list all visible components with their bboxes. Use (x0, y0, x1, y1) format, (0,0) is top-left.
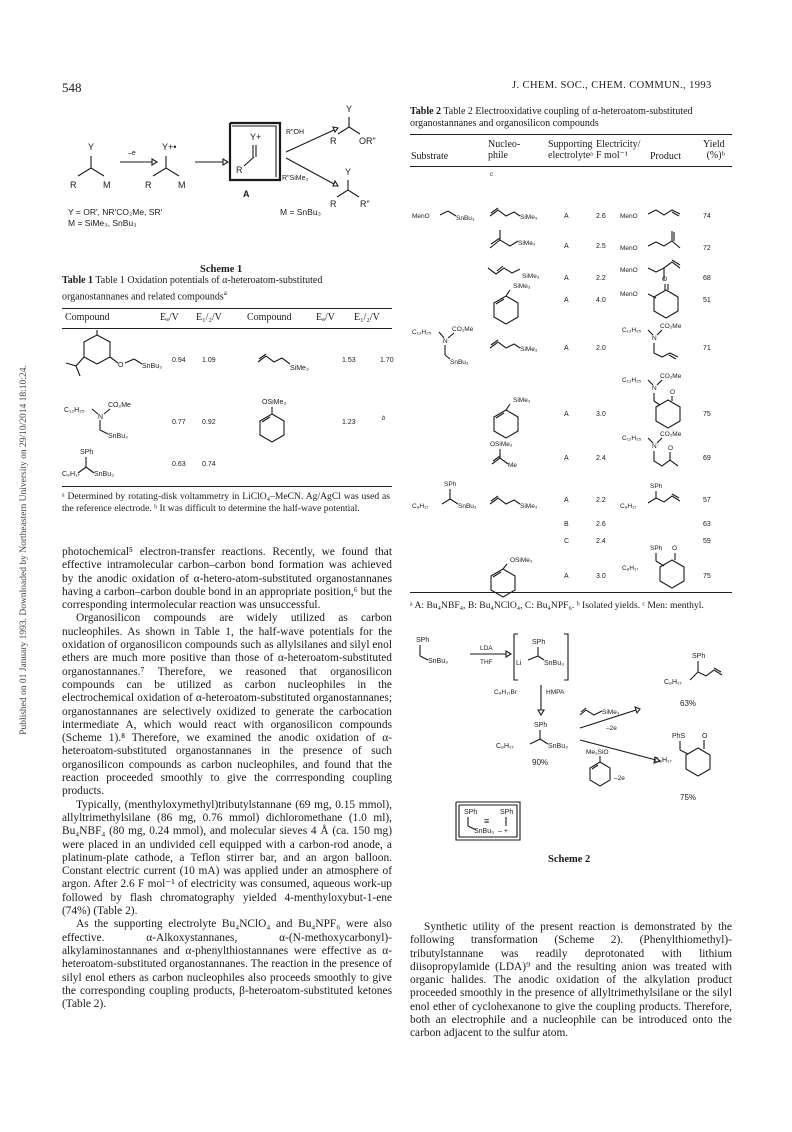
journal-header: J. CHEM. SOC., CHEM. COMMUN., 1993 (512, 80, 712, 91)
table2-caption: Table 2 Table 2 Electrooxidative coupling of α-heteroatom-substituted organostannanes and organosilicon compounds (410, 106, 693, 129)
svg-text:N: N (652, 335, 657, 342)
svg-text:R: R (145, 180, 152, 190)
svg-text:c: c (490, 172, 493, 178)
svg-text:C₈H₁₇: C₈H₁₇ (620, 503, 637, 510)
svg-text:A: A (564, 411, 569, 418)
svg-text:O: O (672, 545, 678, 552)
svg-text:M: M (103, 180, 111, 190)
svg-text:SPh: SPh (500, 809, 514, 816)
svg-text:MenO: MenO (620, 213, 638, 220)
svg-text:O: O (668, 445, 674, 452)
svg-text:2.0: 2.0 (596, 345, 606, 352)
svg-text:2.5: 2.5 (596, 243, 606, 250)
table2-body (410, 168, 735, 593)
svg-text:CO₂Me: CO₂Me (660, 323, 682, 330)
svg-text:74: 74 (703, 213, 711, 220)
svg-text:A: A (564, 345, 569, 352)
svg-text:SnBu₃: SnBu₃ (450, 359, 469, 366)
svg-text:N: N (652, 443, 657, 450)
t1-h-ea2: Eₐ/V (316, 312, 335, 323)
svg-text:CO₂Me: CO₂Me (108, 402, 131, 409)
svg-text:–2e: –2e (614, 775, 625, 782)
svg-text:R: R (330, 199, 337, 209)
svg-text:R: R (236, 165, 243, 175)
table1-caption: Table 1 Table 1 Oxidation potentials of α-heteroatom-substituted organostannanes and related compounds$^a$ (62, 275, 323, 303)
svg-text:C₈H₁₇: C₈H₁₇ (62, 471, 80, 478)
svg-text:A: A (243, 189, 250, 199)
svg-text:Y = OR', NR'CO₂Me, SR': Y = OR', NR'CO₂Me, SR' (68, 207, 163, 217)
svg-text:–e: –e (128, 150, 136, 157)
svg-text:MenO: MenO (412, 213, 430, 220)
svg-text:C₈H₁₇: C₈H₁₇ (496, 743, 514, 750)
scheme-1-label: Scheme 1 (200, 264, 243, 275)
svg-text:M = SnBu₃: M = SnBu₃ (280, 207, 322, 217)
svg-text:O: O (670, 389, 676, 396)
svg-text:SPh: SPh (650, 483, 663, 490)
svg-text:A: A (564, 243, 569, 250)
svg-text:A: A (564, 297, 569, 304)
svg-text:90%: 90% (532, 758, 549, 767)
svg-text:≡: ≡ (484, 816, 490, 826)
svg-text:SiMe₃: SiMe₃ (520, 214, 538, 221)
svg-text:O: O (662, 276, 668, 283)
svg-text:63%: 63% (680, 699, 697, 708)
svg-text:0.63: 0.63 (172, 461, 186, 468)
scheme-2 (410, 630, 732, 900)
svg-text:Li: Li (516, 660, 522, 667)
svg-text:SnBu₃: SnBu₃ (474, 828, 494, 835)
svg-text:MenO: MenO (620, 245, 638, 252)
svg-text:C₁₂H₂₅: C₁₂H₂₅ (622, 327, 642, 334)
svg-text:O: O (118, 362, 124, 369)
svg-text:SPh: SPh (416, 637, 430, 644)
svg-text:LDA: LDA (480, 645, 493, 652)
svg-text:SnBu₃: SnBu₃ (94, 471, 114, 478)
svg-text:C: C (564, 538, 570, 545)
scheme-2-label: Scheme 2 (548, 854, 591, 865)
svg-text:75%: 75% (680, 793, 697, 802)
t1-h-compound2: Compound (247, 312, 292, 323)
svg-text:Y+•: Y+• (162, 142, 177, 152)
svg-text:SPh: SPh (80, 449, 94, 456)
svg-text:A: A (564, 213, 569, 220)
svg-text:2.2: 2.2 (596, 497, 606, 504)
svg-text:3.0: 3.0 (596, 573, 606, 580)
svg-text:SnBu₃: SnBu₃ (428, 658, 448, 665)
svg-text:68: 68 (703, 275, 711, 282)
t2-h-product: Product (650, 151, 682, 162)
t1-h-compound: Compound (65, 312, 110, 323)
svg-text:SiMe₃: SiMe₃ (513, 397, 531, 404)
svg-text:SPh: SPh (464, 809, 478, 816)
svg-text:2.4: 2.4 (596, 455, 606, 462)
svg-text:MenO: MenO (620, 291, 638, 298)
svg-text:M = SiMe₃, SnBu₃: M = SiMe₃, SnBu₃ (68, 218, 137, 228)
s1-y1: Y (88, 142, 95, 152)
svg-text:R: R (70, 180, 77, 190)
svg-text:C₈H₁₇: C₈H₁₇ (622, 565, 639, 572)
t2-h-electrolyte: Supporting electrolyteᵃ (548, 139, 593, 161)
t2-h-substrate: Substrate (411, 151, 449, 162)
svg-text:3.0: 3.0 (596, 411, 606, 418)
svg-text:CO₂Me: CO₂Me (660, 373, 682, 380)
svg-text:SPh: SPh (532, 639, 546, 646)
svg-text:C₁₂H₂₅: C₁₂H₂₅ (64, 407, 85, 414)
svg-text:N: N (652, 385, 657, 392)
download-notice: Published on 01 January 1993. Downloaded by Northeastern University on 29/10/2014 18:10:24. (19, 365, 29, 735)
svg-text:CO₂Me: CO₂Me (660, 431, 682, 438)
para-3: Typically, (menthyloxymethyl)tributylstannane (69 mg, 0.15 mmol), allyltrimethylsilane (86 mg, 0.76 mmol) dichloromethane (1.0 ml), Bu₄NBF₄ (80 mg, 0.24 mmol), and molecular sieves 4 Å (ca. 150 mg) were placed in an undivided cell equipped with a carbon-rod anode, a platinum-plate cathode, a Teflon stirrer bar, and an argon balloon. Constant electric current (10 mA) was applied under an atmosphere of argon. After 2.6 F mol⁻¹ of electricity was consumed, aqueous work-up followed by flash chromatography yielded 4-menthyloxybut-1-ene (74%) (Table 2). (62, 798, 392, 918)
svg-text:Y+: Y+ (250, 132, 262, 142)
svg-text:C₁₂H₂₅: C₁₂H₂₅ (622, 435, 642, 442)
svg-text:SPh: SPh (692, 653, 706, 660)
svg-text:2.4: 2.4 (596, 538, 606, 545)
svg-text:2.6: 2.6 (596, 213, 606, 220)
svg-text:SiMe₃: SiMe₃ (513, 283, 531, 290)
svg-text:M: M (178, 180, 186, 190)
svg-text:0.74: 0.74 (202, 461, 216, 468)
svg-text:Y: Y (346, 104, 353, 114)
svg-text:A: A (564, 573, 569, 580)
svg-text:A: A (564, 455, 569, 462)
svg-text:SnBu₃: SnBu₃ (142, 363, 162, 370)
svg-text:51: 51 (703, 297, 711, 304)
svg-text:SnBu₃: SnBu₃ (458, 503, 477, 510)
para-1: photochemical⁵ electron-transfer reactions. Recently, we found that effective intramolecular carbon–carbon bond formation was achieved by the anodic oxidation of α-hetero-atom-substituted organostannanes having a carbon–carbon double bond in an appropriate position,⁶ but the corresponding intermolecular reaction was unsuccessful. (62, 546, 392, 612)
svg-text:SiMe₃: SiMe₃ (520, 346, 538, 353)
svg-text:1.70: 1.70 (380, 357, 394, 364)
svg-text:PhS: PhS (672, 733, 686, 740)
svg-text:SiMe₃: SiMe₃ (522, 273, 540, 280)
svg-text:R"SiMe₃: R"SiMe₃ (282, 175, 309, 182)
svg-text:SiMe₃: SiMe₃ (518, 240, 536, 247)
svg-text:0.94: 0.94 (172, 357, 186, 364)
svg-text:2.6: 2.6 (596, 521, 606, 528)
table1-structures (62, 330, 392, 490)
svg-text:0.77: 0.77 (172, 419, 186, 426)
svg-text:– +: – + (498, 828, 508, 835)
para-2: Organosilicon compounds are widely utilized as carbon nucleophiles. As shown in Table 1, the half-wave potentials for the oxidation of organosilicon compounds such as allylsilanes and silyl enol ethers are much more positive than those of α-heteroatom-substituted organostannanes.⁷ Therefore, we reasoned that organosilicon compounds can be utilized as carbon nucleophiles in the electrochemical oxidation of α-heteroatom-substituted organostannanes; organostannanes are selectively oxidized to generate the carbocation intermediate A, which would react with organosilicon compounds (Scheme 1).⁸ Therefore, we examined the anodic oxidation of α-heteroatom-substituted organostannanes in the presence of such organosilicon compounds as carbon nucleophiles, and found that the reaction proceeded smoothly to give the corrresponding coupling products. (62, 612, 392, 798)
svg-text:C₈H₁₇: C₈H₁₇ (664, 679, 682, 686)
svg-text:R: R (330, 136, 337, 146)
svg-text:N: N (98, 414, 104, 421)
svg-text:0.92: 0.92 (202, 419, 216, 426)
svg-text:71: 71 (703, 345, 711, 352)
svg-text:69: 69 (703, 455, 711, 462)
t2-h-nucleophile: Nucleo- phile (488, 139, 521, 161)
svg-text:SiMe₃: SiMe₃ (290, 365, 309, 372)
svg-text:B: B (564, 521, 569, 528)
t2-h-electricity: Electricity/ F mol⁻¹ (596, 139, 641, 161)
svg-text:C₈H₁₇: C₈H₁₇ (654, 757, 672, 764)
svg-text:SiMe₃: SiMe₃ (520, 503, 538, 510)
svg-text:C₁₂H₂₅: C₁₂H₂₅ (412, 329, 432, 336)
table1-footnote: ᵃ Determined by rotating-disk voltammetry in LiClO₄–MeCN. Ag/AgCl was used as the reference electrode. ᵇ It was difficult to determine the half-wave potential. (62, 491, 390, 514)
svg-text:–2e: –2e (606, 725, 617, 732)
svg-text:SPh: SPh (534, 722, 548, 729)
svg-text:C₈H₁₇: C₈H₁₇ (412, 503, 429, 510)
svg-text:THF: THF (480, 659, 493, 666)
svg-text:R": R" (360, 199, 370, 209)
svg-text:1.09: 1.09 (202, 357, 216, 364)
svg-text:SPh: SPh (444, 481, 457, 488)
t1-h-ea: Eₐ/V (160, 312, 179, 323)
svg-text:SnBu₃: SnBu₃ (544, 660, 564, 667)
svg-text:CO₂Me: CO₂Me (452, 326, 474, 333)
svg-text:MenO: MenO (620, 267, 638, 274)
svg-text:HMPA: HMPA (546, 689, 565, 696)
svg-text:SnBu₃: SnBu₃ (108, 433, 128, 440)
svg-text:2.2: 2.2 (596, 275, 606, 282)
t1-h-e122: E₁/₂/V (354, 312, 380, 323)
svg-text:1.23: 1.23 (342, 419, 356, 426)
svg-text:C₁₂H₂₅: C₁₂H₂₅ (622, 377, 642, 384)
svg-text:OSiMe₃: OSiMe₃ (490, 441, 513, 448)
svg-text:R"OH: R"OH (286, 129, 305, 136)
svg-text:OSiMe₃: OSiMe₃ (262, 399, 287, 406)
svg-text:OR": OR" (359, 136, 376, 146)
svg-text:SnBu₃: SnBu₃ (548, 743, 568, 750)
svg-text:SnBu₃: SnBu₃ (456, 215, 475, 222)
scheme-1 (60, 100, 390, 290)
svg-text:72: 72 (703, 245, 711, 252)
t1-h-e12: E₁/₂/V (196, 312, 222, 323)
svg-text:b: b (382, 416, 386, 422)
svg-text:C₈H₁₇Br: C₈H₁₇Br (494, 689, 518, 696)
table2-footnote: ᵃ A: Bu₄NBF₄, B: Bu₄NClO₄, C: Bu₄NPF₆. ᵇ Isolated yields. ᶜ Men: menthyl. (410, 600, 704, 611)
right-body: Synthetic utility of the present reaction is demonstrated by the following transformation (Scheme 2). (Phenylthiomethyl)-tributylstannane was readily deprotonated with lithium diisopropylamide (LDA)⁹ and the resulting anion was treated with organic halides. The anodic oxidation of the alkylation product proceeded smoothly in the presence of allyltrimethylsilane or the silyl enol ether of cyclohexanone to give the coupling products. Therefore, both an electrophile and a nucleophile can be introduced onto the carbon adjacent to the sulfur atom. (410, 921, 732, 1040)
svg-text:Me₃SiO: Me₃SiO (586, 749, 609, 756)
svg-text:Me: Me (508, 462, 518, 469)
svg-text:A: A (564, 275, 569, 282)
svg-text:59: 59 (703, 538, 711, 545)
svg-text:63: 63 (703, 521, 711, 528)
svg-text:1.53: 1.53 (342, 357, 356, 364)
t2-h-yield: Yield (%)ᵇ (703, 139, 725, 161)
svg-text:SiMe₃: SiMe₃ (602, 709, 620, 716)
page-number: 548 (62, 80, 82, 95)
svg-text:O: O (702, 733, 708, 740)
para-4: As the supporting electrolyte Bu₄NClO₄ and Bu₄NPF₆ were also effective. α-Alkoxystannanes, α-(N-methoxycarbonyl)-alkylaminostannanes and α-phenylthiostannanes were effective as α-heteroatom-substituted organostannanes. The reaction in the presence of silyl enol ethers as carbon nucleophiles also proceeds smoothly to give the corresponding coupling products, β-heteroatom-substituted ketones (Table 2). (62, 918, 392, 1011)
svg-text:75: 75 (703, 411, 711, 418)
svg-text:4.0: 4.0 (596, 297, 606, 304)
svg-text:SPh: SPh (650, 545, 663, 552)
svg-text:N: N (443, 338, 448, 345)
svg-text:57: 57 (703, 497, 711, 504)
left-body (62, 546, 392, 1011)
svg-text:OSiMe₃: OSiMe₃ (510, 557, 533, 564)
svg-text:A: A (564, 497, 569, 504)
svg-text:Y: Y (345, 167, 352, 177)
svg-text:75: 75 (703, 573, 711, 580)
